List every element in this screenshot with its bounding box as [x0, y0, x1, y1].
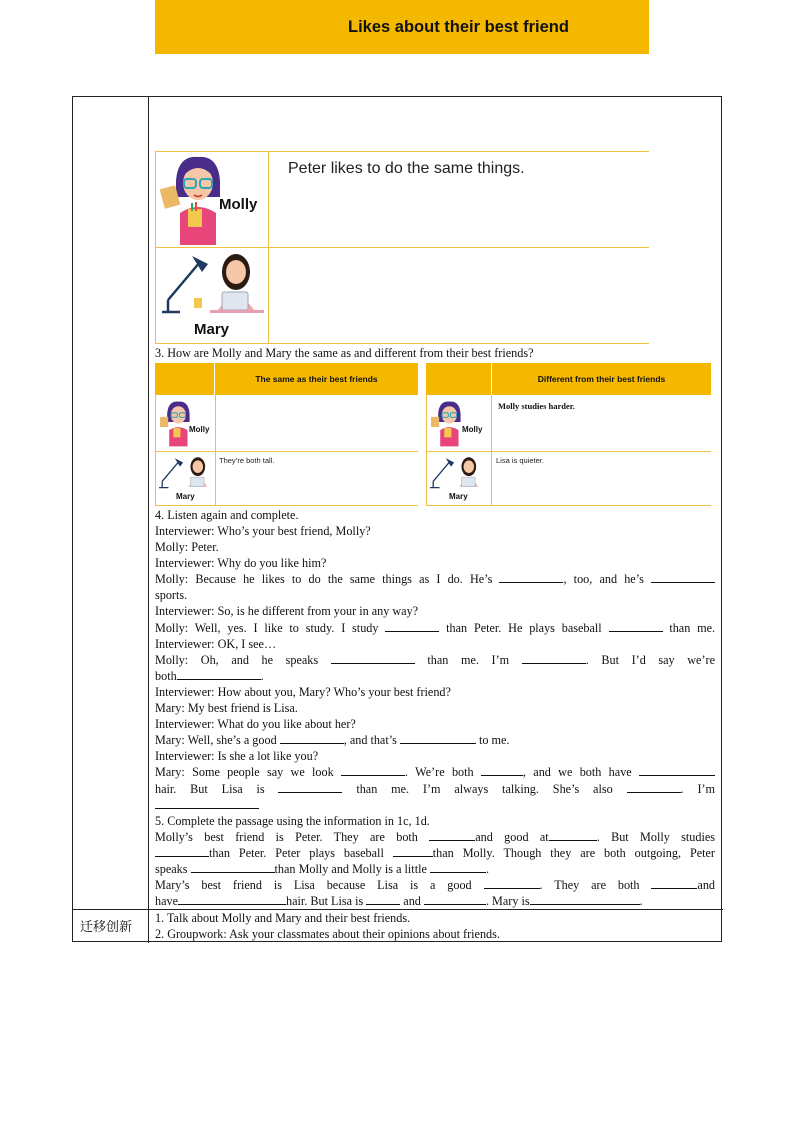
q4-line: Mary: My best friend is Lisa. — [155, 701, 298, 715]
q5-text: than Molly. Though they are both outgoing, Peter — [432, 846, 715, 860]
q4-line — [155, 764, 715, 780]
q4-text: , too, and he’s — [563, 572, 644, 586]
q4-text: than me. — [669, 621, 716, 635]
q5-text: than Peter. Peter plays baseball — [209, 846, 384, 860]
answer-blank[interactable] — [651, 571, 715, 583]
answer-blank[interactable] — [430, 861, 486, 873]
section-item: 2. Groupwork: Ask your classmates about their opinions about friends. — [155, 927, 500, 941]
q4-line: Interviewer: OK, I see… — [155, 637, 277, 651]
table-header-empty-cell — [155, 0, 268, 54]
q4-text: than me. I’m — [427, 653, 510, 667]
diff-header-label: Different from their best friends — [537, 374, 666, 384]
answer-blank[interactable] — [385, 620, 439, 632]
q4-line: sports. — [155, 588, 188, 602]
q5-text: and good at — [475, 830, 549, 844]
q4-text: both — [155, 669, 177, 683]
q4-line — [155, 668, 264, 684]
answer-blank[interactable] — [278, 781, 342, 793]
mary-avatar-small-right — [429, 454, 484, 494]
q5-line — [155, 861, 489, 877]
molly-likes-text: Peter likes to do the same things. — [288, 160, 525, 177]
molly-label: Molly — [219, 196, 258, 213]
q4-text: . But I’d say we’re — [585, 653, 715, 667]
section-item: 1. Talk about Molly and Mary and their best friends. — [155, 911, 411, 925]
molly-label-small-right: Molly — [462, 425, 483, 434]
same-mary-text: They’re both tall. — [219, 456, 275, 465]
answer-blank[interactable] — [331, 652, 415, 664]
q5-line — [155, 877, 715, 893]
q5-text: than Molly and Molly is a little — [274, 862, 427, 876]
q5-text: Mary’s best friend is Lisa because Lisa is a good — [155, 878, 472, 892]
answer-blank[interactable] — [178, 893, 286, 905]
q5-line — [155, 829, 715, 845]
q4-line — [155, 781, 715, 797]
answer-blank[interactable] — [639, 764, 715, 776]
grid-line — [491, 395, 492, 505]
answer-blank[interactable] — [280, 732, 344, 744]
q4-text: , and we both have — [522, 765, 632, 779]
q4-text: . We’re both — [405, 765, 474, 779]
q4-text: to me. — [478, 733, 510, 747]
grid-line — [426, 451, 711, 452]
answer-blank[interactable] — [499, 571, 563, 583]
q5-line — [155, 893, 643, 909]
grid-line — [426, 505, 711, 506]
q5-text: Molly’s best friend is Peter. They are both — [155, 830, 418, 844]
answer-blank[interactable] — [366, 893, 400, 905]
q4-line — [155, 732, 509, 748]
q5-text: . They are both — [539, 878, 640, 892]
grid-line — [155, 247, 649, 248]
answer-blank[interactable] — [651, 877, 697, 889]
mary-avatar-small — [158, 454, 213, 494]
q5-text: . But Molly studies — [596, 830, 715, 844]
q4-text: Mary: Some people say we look — [155, 765, 334, 779]
mary-label-small: Mary — [176, 492, 195, 501]
grid-line — [155, 151, 649, 152]
q5-text: . — [485, 862, 489, 876]
grid-line — [155, 151, 156, 344]
same-header-empty-cell — [155, 363, 214, 395]
answer-blank[interactable] — [522, 652, 586, 664]
answer-blank[interactable] — [627, 781, 681, 793]
q4-title: 4. Listen again and complete. — [155, 508, 299, 522]
answer-blank[interactable] — [155, 797, 259, 809]
q5-text: speaks — [155, 862, 188, 876]
answer-blank[interactable] — [341, 764, 405, 776]
answer-blank[interactable] — [481, 764, 523, 776]
q4-line: Molly: Peter. — [155, 540, 219, 554]
q4-text: than Peter. He plays baseball — [446, 621, 602, 635]
diff-mary-text: Lisa is quieter. — [496, 456, 544, 465]
diff-header-empty-cell — [426, 363, 491, 395]
q4-text: Mary: Well, she’s a good — [155, 733, 277, 747]
grid-line — [426, 395, 427, 505]
answer-blank[interactable] — [177, 668, 261, 680]
answer-blank[interactable] — [609, 620, 663, 632]
answer-blank[interactable] — [400, 732, 476, 744]
answer-blank[interactable] — [484, 877, 540, 889]
q5-title: 5. Complete the passage using the information in 1c, 1d. — [155, 814, 430, 828]
mary-label: Mary — [194, 321, 230, 338]
q4-line — [155, 620, 715, 636]
q4-line — [155, 797, 259, 813]
same-header-label: The same as their best friends — [255, 374, 378, 384]
q4-line — [155, 571, 715, 587]
q4-line: Interviewer: So, is he different from your in any way? — [155, 604, 419, 618]
q5-text: and — [697, 878, 716, 892]
q4-line: Interviewer: Is she a lot like you? — [155, 749, 319, 763]
grid-line — [155, 505, 418, 506]
answer-blank[interactable] — [191, 861, 275, 873]
q5-text: . — [639, 894, 643, 908]
column-divider — [148, 97, 149, 943]
answer-blank[interactable] — [429, 829, 475, 841]
q5-text: . Mary is — [485, 894, 530, 908]
q4-text: . — [260, 669, 264, 683]
answer-blank[interactable] — [155, 845, 209, 857]
answer-blank[interactable] — [424, 893, 486, 905]
q5-text: and — [403, 894, 421, 908]
q4-line: Interviewer: Who’s your best friend, Molly? — [155, 524, 371, 538]
table-header-title: Likes about their best friend — [348, 17, 569, 36]
q4-line: Interviewer: Why do you like him? — [155, 556, 327, 570]
grid-line — [155, 343, 649, 344]
q3-prompt: 3. How are Molly and Mary the same as and different from their best friends? — [155, 346, 534, 360]
q4-text: Molly: Because he likes to do the same things as I do. He’s — [155, 572, 493, 586]
answer-blank[interactable] — [549, 829, 597, 841]
grid-line — [155, 395, 156, 505]
q5-text: hair. But Lisa is — [286, 894, 364, 908]
q4-line: Interviewer: What do you like about her? — [155, 717, 356, 731]
molly-label-small: Molly — [189, 425, 210, 434]
q4-line — [155, 652, 715, 668]
grid-line — [215, 395, 216, 505]
q5-text: have — [155, 894, 179, 908]
section-label: 迁移创新 — [80, 920, 133, 935]
q4-text: . I’m — [680, 782, 716, 796]
diff-molly-text: Molly studies harder. — [498, 401, 575, 411]
q4-line: Interviewer: How about you, Mary? Who’s your best friend? — [155, 685, 451, 699]
q4-text: than me. I’m always talking. She’s also — [356, 782, 613, 796]
q5-line — [155, 845, 715, 861]
answer-blank[interactable] — [393, 845, 433, 857]
q4-text: Molly: Well, yes. I like to study. I study — [155, 621, 379, 635]
q4-text: hair. But Lisa is — [155, 782, 265, 796]
mary-illustration — [160, 250, 265, 322]
q4-text: Molly: Oh, and he speaks — [155, 653, 319, 667]
grid-line — [155, 451, 418, 452]
answer-blank[interactable] — [530, 893, 640, 905]
mary-label-small-right: Mary — [449, 492, 468, 501]
q4-text: , and that’s — [343, 733, 397, 747]
